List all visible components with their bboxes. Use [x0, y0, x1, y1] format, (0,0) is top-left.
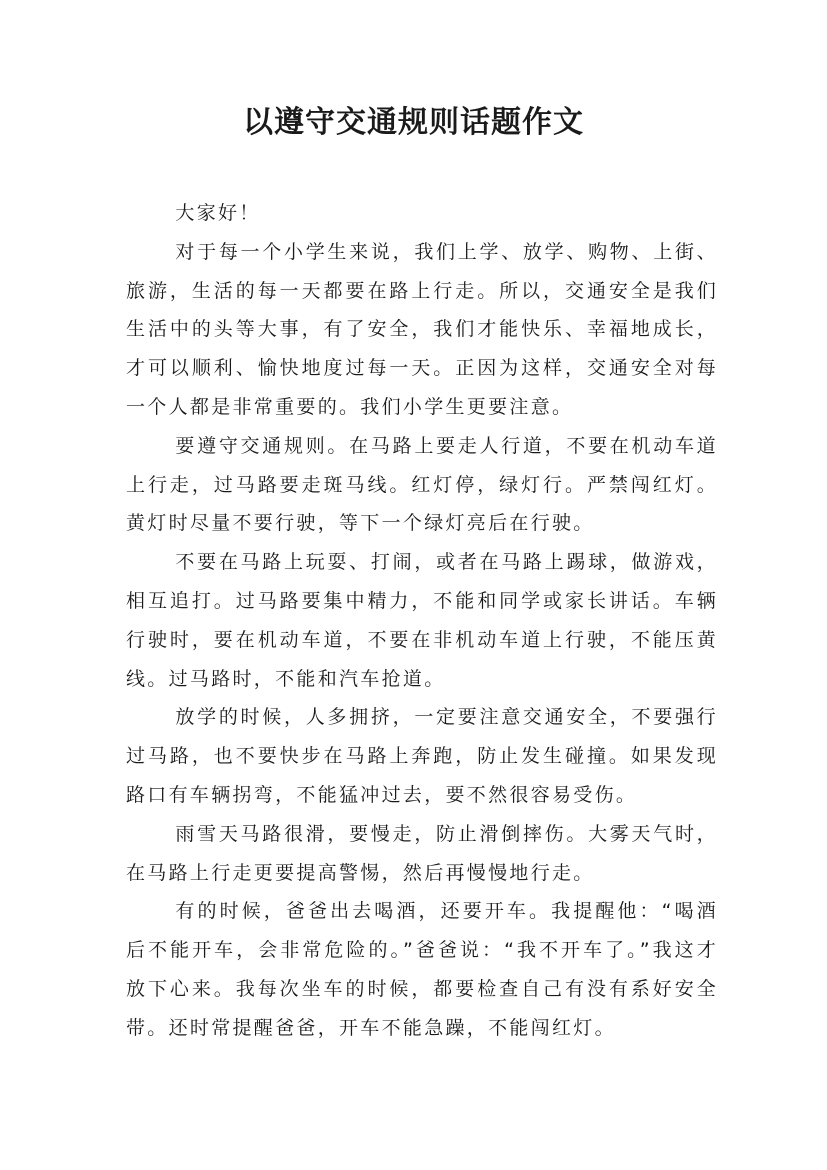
paragraph-traffic-rules: 要遵守交通规则。在马路上要走人行道，不要在机动车道上行走，过马路要走斑马线。红灯停，绿灯行。严禁闯红灯。黄灯时尽量不要行驶，等下一个绿灯亮后在行驶。: [126, 434, 718, 535]
document-body: [126, 194, 718, 1048]
paragraph-father: 有的时候，爸爸出去喝酒，还要开车。我提醒他：“喝酒后不能开车，会非常危险的。”爸爸说：“我不开车了。”我这才放下心来。我每次坐车的时候，都要检查自己有没有系好安全带。还时常提醒爸爸，开车不能急躁，不能闯红灯。: [126, 900, 718, 1039]
document-title: 以遵守交通规则话题作文: [243, 105, 584, 140]
paragraph-intro: 对于每一个小学生来说，我们上学、放学、购物、上街、旅游，生活的每一天都要在路上行走。所以，交通安全是我们生活中的头等大事，有了安全，我们才能快乐、幸福地成长，才可以顺利、愉快地度过每一天。正因为这样，交通安全对每一个人都是非常重要的。我们小学生更要注意。: [126, 240, 718, 418]
paragraph-road-play: 不要在马路上玩耍、打闹，或者在马路上踢球，做游戏，相互追打。过马路要集中精力，不能和同学或家长讲话。车辆行驶时，要在机动车道，不要在非机动车道上行驶，不能压黄线。过马路时，不能和汽车抢道。: [126, 551, 718, 690]
paragraph-weather: 雨雪天马路很滑，要慢走，防止滑倒摔伤。大雾天气时，在马路上行走更要提高警惕，然后再慢慢地行走。: [126, 822, 718, 884]
paragraph-after-school: 放学的时候，人多拥挤，一定要注意交通安全，不要强行过马路，也不要快步在马路上奔跑，防止发生碰撞。如果发现路口有车辆拐弯，不能猛冲过去，要不然很容易受伤。: [126, 706, 718, 806]
paragraph-greeting: 大家好！: [175, 202, 261, 224]
